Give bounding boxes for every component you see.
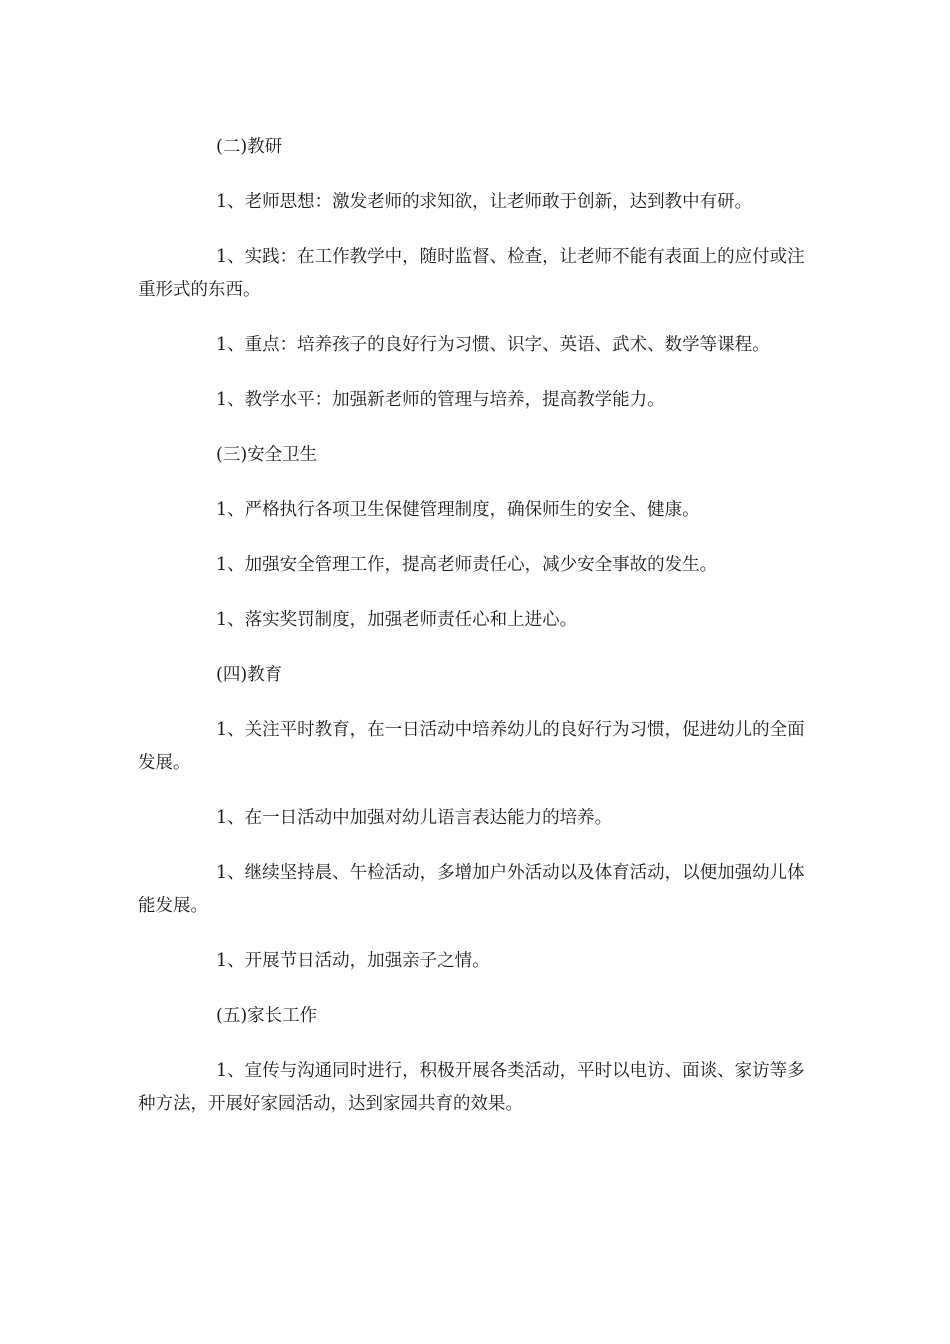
paragraph: 1、在一日活动中加强对幼儿语言表达能力的培养。 [216,808,613,828]
paragraph: 1、老师思想：激发老师的求知欲，让老师敢于创新，达到教中有研。 [216,192,753,212]
paragraph: 1、落实奖罚制度，加强老师责任心和上进心。 [216,610,578,630]
paragraph: 1、开展节日活动，加强亲子之情。 [216,951,490,971]
paragraph: 1、严格执行各项卫生保健管理制度，确保师生的安全、健康。 [216,500,700,520]
section-heading-education: (四)教育 [216,665,283,685]
section-heading-teaching-research: (二)教研 [216,137,283,157]
paragraph: 1、继续坚持晨、午检活动，多增加户外活动以及体育活动，以便加强幼儿体能发展。 [138,863,805,916]
paragraph: 1、实践：在工作教学中，随时监督、检查，让老师不能有表面上的应付或注重形式的东西。 [138,247,805,300]
paragraph: 1、重点：培养孩子的良好行为习惯、识字、英语、武术、数学等课程。 [216,335,770,355]
paragraph: 1、加强安全管理工作，提高老师责任心，减少安全事故的发生。 [216,555,718,575]
section-heading-safety-hygiene: (三)安全卫生 [216,445,318,465]
paragraph: 1、教学水平：加强新老师的管理与培养，提高教学能力。 [216,390,665,410]
paragraph: 1、宣传与沟通同时进行，积极开展各类活动，平时以电访、面谈、家访等多种方法，开展好家园活动，达到家园共育的效果。 [138,1061,805,1114]
paragraph: 1、关注平时教育，在一日活动中培养幼儿的良好行为习惯，促进幼儿的全面发展。 [138,720,805,773]
document-body [138,131,818,1143]
section-heading-parent-work: (五)家长工作 [216,1006,318,1026]
